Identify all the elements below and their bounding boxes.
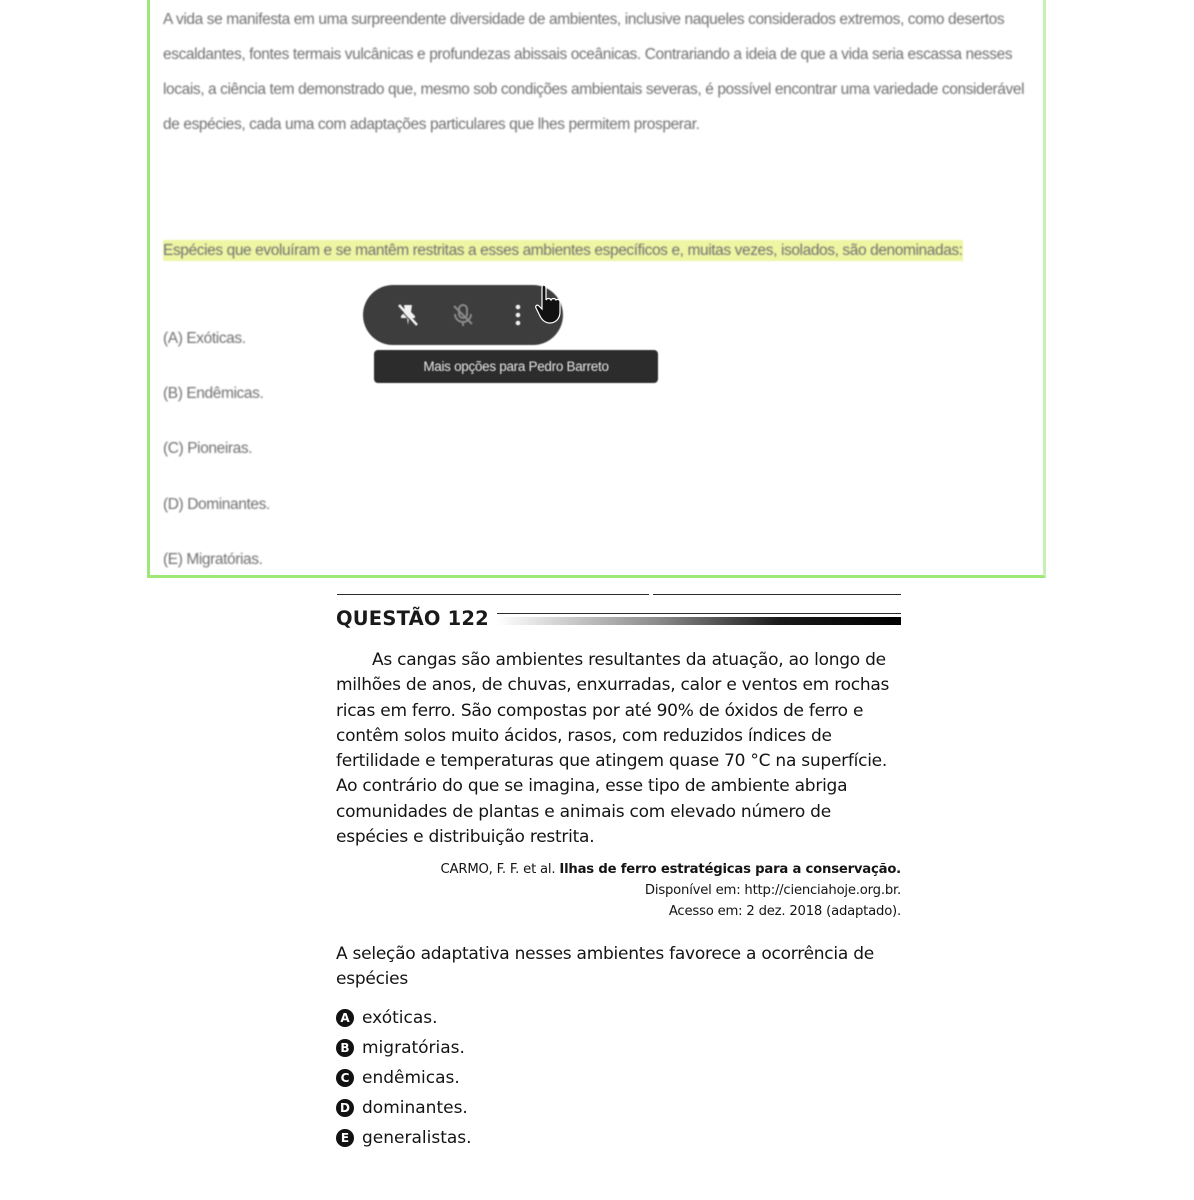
source-author: CARMO, F. F. et al.	[440, 862, 556, 877]
letter-b-badge: B	[336, 1039, 354, 1057]
option-a[interactable]: (A) Exóticas.	[163, 330, 246, 347]
question-text	[336, 648, 906, 850]
top-rule	[337, 594, 901, 595]
mic-off-icon[interactable]	[448, 300, 478, 330]
alternative-text: exóticas.	[362, 1008, 438, 1028]
intro-paragraph: A vida se manifesta em uma surpreendente diversidade de ambientes, inclusive naqueles considerados extremos, como desertos escaldantes, fontes termais vulcânicas e profundezas abissais oceânicas. Contrariando a ideia de que a vida seria escassa nesses locais, a ciência tem demonstrado que, mesmo sob condições ambientais severas, é possível encontrar uma variedade considerável de espécies, cada uma com adaptações particulares que lhes permitem prosperar.	[163, 11, 1025, 133]
alternative-b[interactable]	[336, 1038, 465, 1058]
alternative-d[interactable]	[336, 1098, 468, 1118]
option-c[interactable]: (C) Pioneiras.	[163, 440, 253, 457]
option-d[interactable]: (D) Dominantes.	[163, 496, 270, 513]
question-body: As cangas são ambientes resultantes da atuação, ao longo de milhões de anos, de chuvas, enxurradas, calor e ventos em rochas ricas em ferro. São compostas por até 90% de óxidos de ferro e contêm solos muito ácidos, rasos, com reduzidos índices de fertilidade e temperaturas que atingem quase 70 °C na superfície. Ao contrário do que se imagina, esse tipo de ambiente abriga comunidades de plantas e animais com elevado número de espécies e distribuição restrita.	[336, 650, 890, 848]
title-bar-decoration	[497, 617, 901, 625]
pin-off-icon[interactable]	[393, 300, 423, 330]
alternative-c[interactable]	[336, 1068, 460, 1088]
alternative-text: dominantes.	[362, 1098, 468, 1118]
hand-cursor-icon	[535, 283, 567, 327]
more-options-tooltip: Mais opções para Pedro Barreto	[374, 350, 658, 383]
alternative-text: generalistas.	[362, 1128, 472, 1148]
source-citation	[341, 859, 901, 922]
media-control-pill	[363, 285, 563, 345]
source-access: Acesso em: 2 dez. 2018 (adaptado).	[668, 904, 901, 919]
letter-e-badge: E	[336, 1129, 354, 1147]
alternative-e[interactable]	[336, 1128, 472, 1148]
question-title: QUESTÃO 122	[336, 607, 489, 630]
alternative-text: endêmicas.	[362, 1068, 460, 1088]
alternative-a[interactable]	[336, 1008, 438, 1028]
source-url: Disponível em: http://cienciahoje.org.br.	[644, 883, 901, 898]
highlighted-stem: Espécies que evoluíram e se mantêm restritas a esses ambientes específicos e, muitas vezes, isolados, são denominadas:	[163, 242, 963, 259]
option-b[interactable]: (B) Endêmicas.	[163, 385, 264, 402]
rule-gap	[649, 590, 653, 596]
question-stem	[163, 233, 1043, 268]
letter-d-badge: D	[336, 1099, 354, 1117]
letter-a-badge: A	[336, 1009, 354, 1027]
option-e[interactable]: (E) Migratórias.	[163, 551, 263, 568]
source-title: Ilhas de ferro estratégicas para a conservação.	[559, 862, 901, 877]
alternative-text: migratórias.	[362, 1038, 465, 1058]
letter-c-badge: C	[336, 1069, 354, 1087]
more-vertical-icon[interactable]	[503, 300, 533, 330]
question-prompt: A seleção adaptativa nesses ambientes favorece a ocorrência de espécies	[336, 944, 874, 990]
top-screenshot-panel	[147, 0, 1046, 578]
